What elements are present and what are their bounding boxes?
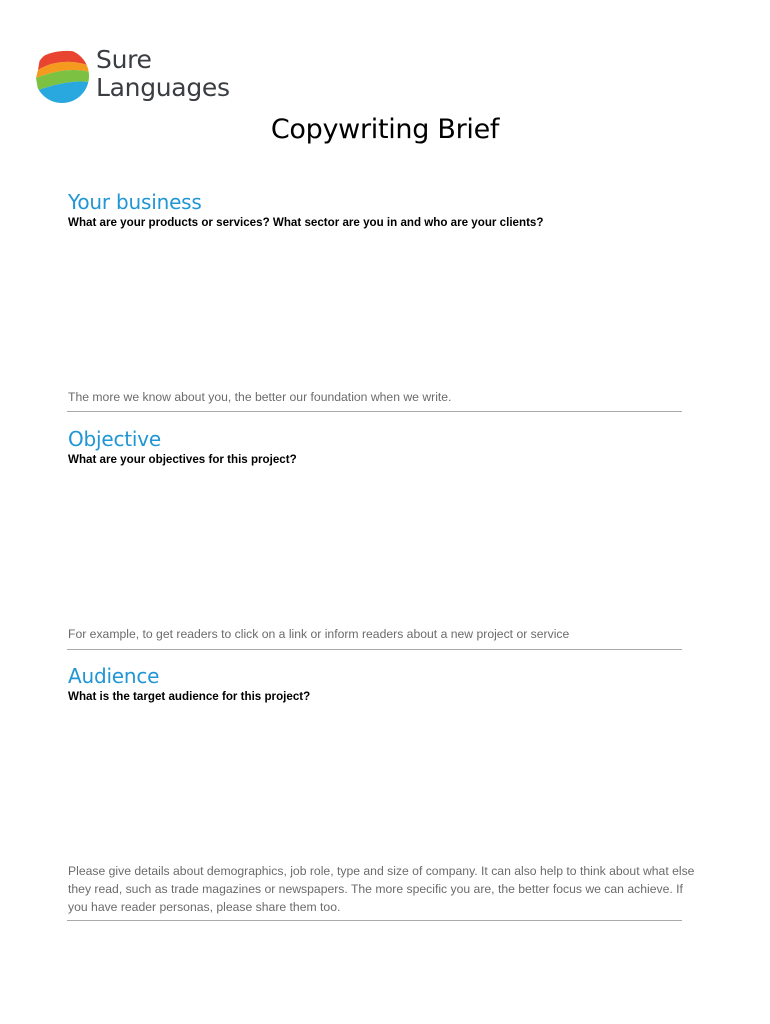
divider xyxy=(67,920,682,921)
section-objective xyxy=(68,426,682,468)
logo-line-languages: Languages xyxy=(96,73,230,102)
section-question: What is the target audience for this project? xyxy=(68,690,311,703)
section-heading: Objective xyxy=(68,427,162,451)
divider xyxy=(67,411,682,412)
page-title: Copywriting Brief xyxy=(270,114,500,145)
section-hint: Please give details about demographics, job role, type and size of company. It can also help to think about what else they read, such as trade magazines or newspapers. The more specific you are, the better focus we can achieve. If you have reader personas, please share them too. xyxy=(68,864,695,914)
divider xyxy=(67,649,682,650)
audience-answer-field[interactable] xyxy=(68,710,682,860)
section-hint: For example, to get readers to click on a link or inform readers about a new project or service xyxy=(68,627,570,641)
section-your-business xyxy=(68,189,682,231)
section-question: What are your products or services? What sector are you in and who are your clients? xyxy=(68,216,544,229)
objective-answer-field[interactable] xyxy=(68,473,682,623)
section-heading: Your business xyxy=(68,190,202,214)
section-heading: Audience xyxy=(68,664,160,688)
section-hint: The more we know about you, the better our foundation when we write. xyxy=(68,390,452,404)
section-audience xyxy=(68,663,682,705)
logo-line-sure: Sure xyxy=(96,45,152,74)
sure-languages-logo-icon xyxy=(34,48,90,104)
logo-wordmark xyxy=(96,46,230,102)
section-question: What are your objectives for this project? xyxy=(68,453,297,466)
company-logo xyxy=(34,46,234,106)
business-answer-field[interactable] xyxy=(68,236,682,386)
